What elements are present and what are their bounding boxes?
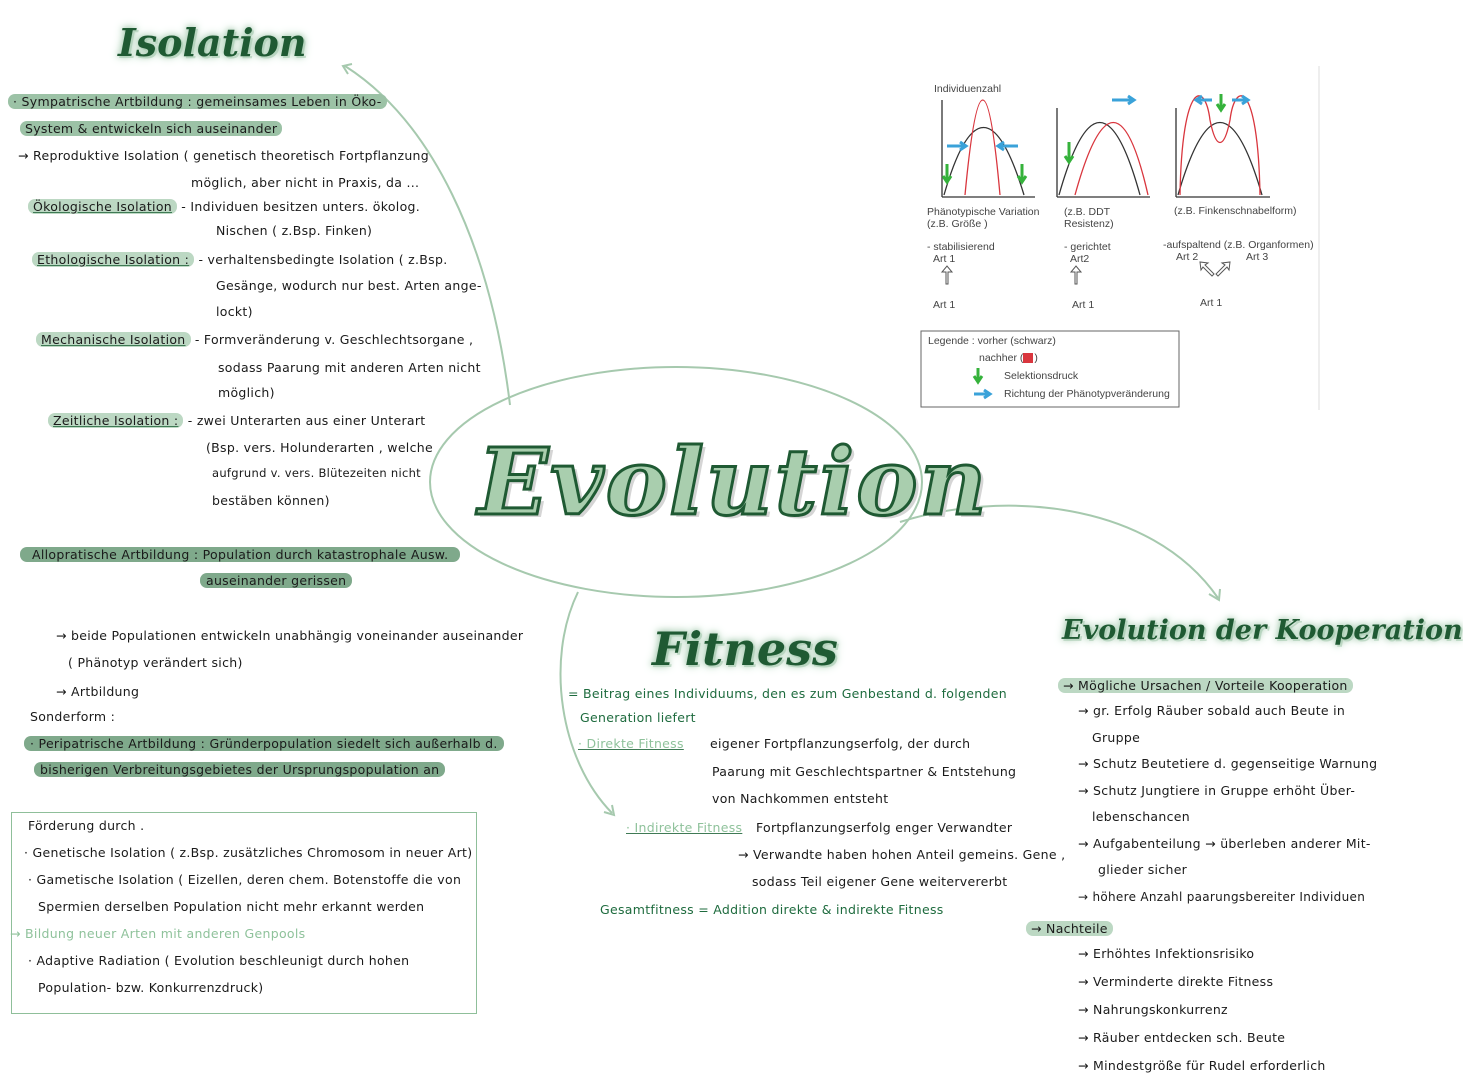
fig-p1-art1-top: Art 1 bbox=[933, 253, 956, 265]
panel2-arrow-green bbox=[1065, 142, 1073, 162]
etho-line-2: Gesänge, wodurch nur best. Arten ange- bbox=[216, 278, 482, 293]
legend-after bbox=[979, 352, 1038, 366]
legend-after-swatch-label: rot bbox=[1024, 357, 1032, 363]
mech-line-1: - Formveränderung v. Geschlechtsorgane , bbox=[194, 332, 474, 347]
legend-blue-label: Richtung der Phänotypveränderung bbox=[1004, 388, 1170, 400]
panel2-up-arrow bbox=[1071, 266, 1081, 284]
fig-p2-label-1: (z.B. DDT bbox=[1064, 206, 1111, 218]
indirekt-line-1: Fortpflanzungserfolg enger Verwandter bbox=[756, 820, 1013, 835]
foerderung-section bbox=[10, 812, 473, 1001]
vorteil-3-line-2: lebenschancen bbox=[1092, 809, 1190, 824]
direkt-line-2: Paarung mit Geschlechtspartner & Entstehung bbox=[712, 764, 1017, 779]
etho-line-1: - verhaltensbedingte Isolation ( z.Bsp. bbox=[198, 252, 448, 267]
gesamtfitness-line: Gesamtfitness = Addition direkte & indirekte Fitness bbox=[600, 902, 944, 917]
fig-p3-type: -aufspaltend (z.B. Organformen) bbox=[1163, 239, 1314, 251]
gametic-line-2: Spermien derselben Population nicht mehr erkannt werden bbox=[38, 899, 425, 914]
nachteil-4: → Räuber entdecken sch. Beute bbox=[1078, 1030, 1286, 1045]
indirekt-line-3: sodass Teil eigener Gene weitervererbt bbox=[752, 874, 1008, 889]
vorteil-4-line-2: glieder sicher bbox=[1098, 862, 1188, 877]
fig-p2-label-2: Resistenz) bbox=[1064, 218, 1114, 230]
zeit-row bbox=[48, 407, 426, 434]
vorteil-3-line-1: → Schutz Jungtiere in Gruppe erhöht Über- bbox=[1078, 782, 1356, 798]
allo-line-1-wrap bbox=[20, 541, 460, 568]
nachteile-label: → Nachteile bbox=[1026, 921, 1113, 936]
panel3-diag-arrow-right bbox=[1216, 262, 1230, 276]
peri-line-2: bisherigen Verbreitungsgebietes der Ursprungspopulation an bbox=[34, 762, 445, 777]
bildung-line: → Bildung neuer Arten mit anderen Genpools bbox=[10, 926, 306, 941]
ursachen-wrap bbox=[1058, 672, 1353, 699]
sympatric-line-1: · Sympatrische Artbildung : gemeinsames Leben in Öko- bbox=[8, 94, 387, 109]
oeko-row bbox=[28, 193, 420, 220]
allo-line-2: auseinander gerissen bbox=[200, 573, 352, 588]
reproductive-line-2: möglich, aber nicht in Praxis, da ... bbox=[191, 175, 420, 190]
foerderung-title: Förderung durch . bbox=[28, 818, 145, 833]
legend-after-text: nachher ( bbox=[979, 352, 1024, 364]
etho-row bbox=[32, 246, 447, 273]
kooperation-title: Evolution der Kooperation bbox=[1062, 615, 1463, 646]
fitness-def-1: = Beitrag eines Individuums, den es zum Genbestand d. folgenden bbox=[568, 686, 1007, 701]
fig-p2-art1: Art 1 bbox=[1072, 299, 1095, 311]
fig-p3-art3: Art 3 bbox=[1246, 251, 1269, 263]
fig-p3-art1: Art 1 bbox=[1200, 297, 1223, 309]
reproductive-line-1: → Reproduktive Isolation ( genetisch theoretisch Fortpflanzung bbox=[18, 148, 430, 163]
nachteile-list bbox=[1078, 940, 1326, 1080]
fig-p3-label-1: (z.B. Finkenschnabelform) bbox=[1174, 205, 1297, 217]
panel1-up-arrow bbox=[942, 266, 952, 284]
direkt-line-1: eigener Fortpflanzungserfolg, der durch bbox=[710, 736, 971, 751]
indirekt-label: · Indirekte Fitness bbox=[626, 820, 743, 835]
genetic-isolation: · Genetische Isolation ( z.Bsp. zusätzliches Chromosom in neuer Art) bbox=[24, 845, 473, 860]
fig-p1-label-2: (z.B. Größe ) bbox=[927, 218, 988, 230]
indirekt-line-2: → Verwandte haben hohen Anteil gemeins. Gene , bbox=[738, 847, 1066, 862]
zeit-line-2: (Bsp. vers. Holunderarten , welche bbox=[206, 440, 433, 455]
panel1-arrow-blue-left bbox=[998, 142, 1018, 150]
panel3-diag-arrow-left bbox=[1200, 262, 1214, 276]
zeit-label: Zeitliche Isolation : bbox=[48, 413, 183, 428]
etho-label: Ethologische Isolation : bbox=[32, 252, 194, 267]
zeit-line-4: bestäben können) bbox=[212, 493, 330, 508]
allo-line-1: Allopratische Artbildung : Population durch katastrophale Ausw. bbox=[20, 547, 460, 562]
vorteil-4-line-1: → Aufgabenteilung → überleben anderer Mit- bbox=[1078, 835, 1371, 851]
nachteile-wrap bbox=[1026, 915, 1113, 942]
legend-title: Legende : vorher (schwarz) bbox=[928, 335, 1056, 347]
nachteil-3: → Nahrungskonkurrenz bbox=[1078, 1002, 1228, 1017]
nachteil-2: → Verminderte direkte Fitness bbox=[1078, 974, 1274, 989]
vorteil-1-line-1: → gr. Erfolg Räuber sobald auch Beute in bbox=[1078, 703, 1346, 718]
fig-p1-label-1: Phänotypische Variation bbox=[927, 206, 1040, 218]
oeko-line-2: Nischen ( z.Bsp. Finken) bbox=[216, 223, 373, 238]
fig-p2-type: - gerichtet bbox=[1064, 241, 1111, 253]
mech-row bbox=[36, 326, 473, 353]
vorteil-2: → Schutz Beutetiere d. gegenseitige Warnung bbox=[1078, 756, 1378, 771]
fig-p1-art1-bottom: Art 1 bbox=[933, 299, 956, 311]
mech-line-2: sodass Paarung mit anderen Arten nicht bbox=[218, 360, 481, 375]
fig-ylabel: Individuenzahl bbox=[934, 83, 1002, 95]
mech-label: Mechanische Isolation bbox=[36, 332, 191, 347]
ursachen-label: → Mögliche Ursachen / Vorteile Kooperation bbox=[1058, 678, 1353, 693]
peri-line-2-wrap bbox=[34, 756, 445, 783]
panel1-curve-before bbox=[944, 128, 1024, 196]
isolation-section bbox=[8, 88, 429, 196]
vorteil-5: → höhere Anzahl paarungsbereiter Individuen bbox=[1078, 889, 1366, 904]
beide-line-2: ( Phänotyp verändert sich) bbox=[68, 655, 243, 670]
beide-line-1: → beide Populationen entwickeln unabhängig voneinander auseinander bbox=[56, 628, 524, 643]
zeit-line-3: aufgrund v. vers. Blütezeiten nicht bbox=[212, 466, 421, 480]
panel1-arrow-green-right bbox=[1018, 164, 1026, 182]
oeko-line-1: - Individuen besitzen unters. ökolog. bbox=[181, 199, 421, 214]
kooperation-section bbox=[1078, 698, 1377, 910]
adaptive-line-1: · Adaptive Radiation ( Evolution beschleunigt durch hohen bbox=[28, 953, 410, 968]
allo-line-2-wrap bbox=[200, 567, 352, 594]
direkt-label: · Direkte Fitness bbox=[578, 736, 684, 751]
legend-green-label: Selektionsdruck bbox=[1004, 370, 1079, 382]
sonderform-line: Sonderform : bbox=[30, 709, 116, 724]
panel2-arrow-blue bbox=[1112, 96, 1134, 104]
panel1-curve-after bbox=[965, 100, 1000, 195]
nachteil-5: → Mindestgröße für Rudel erforderlich bbox=[1078, 1058, 1326, 1073]
zeit-line-1: - zwei Unterarten aus einer Unterart bbox=[187, 413, 426, 428]
fig-p1-type: - stabilisierend bbox=[927, 241, 995, 253]
fitness-title: Fitness bbox=[652, 622, 838, 676]
mech-line-3: möglich) bbox=[218, 385, 275, 400]
etho-line-3: lockt) bbox=[216, 304, 253, 319]
oeko-label: Ökologische Isolation bbox=[28, 199, 177, 214]
fig-p3-art2: Art 2 bbox=[1176, 251, 1199, 263]
panel3-curve-before bbox=[1178, 123, 1262, 196]
peri-line-1: · Peripatrische Artbildung : Gründerpopulation siedelt sich außerhalb d. bbox=[24, 736, 504, 751]
panel1-arrow-blue-right bbox=[947, 142, 966, 150]
gametic-line-1: · Gametische Isolation ( Eizellen, deren chem. Botenstoffe die von bbox=[28, 872, 462, 887]
sympatric-line-2: System & entwickeln sich auseinander bbox=[20, 121, 282, 136]
panel3-arrow-blue-left bbox=[1196, 96, 1212, 104]
fig-p2-art2: Art2 bbox=[1070, 253, 1090, 265]
artbildung-line: → Artbildung bbox=[56, 684, 140, 699]
central-title: Evolution bbox=[478, 428, 989, 536]
direkt-line-3: von Nachkommen entsteht bbox=[712, 791, 889, 806]
adaptive-line-2: Population- bzw. Konkurrenzdruck) bbox=[38, 980, 264, 995]
panel3-arrow-green bbox=[1217, 94, 1225, 110]
panel1-arrow-green-left bbox=[943, 164, 951, 182]
peri-line-1-wrap bbox=[24, 730, 504, 757]
vorteil-1-line-2: Gruppe bbox=[1092, 729, 1141, 745]
legend-after-end: ) bbox=[1034, 352, 1038, 364]
nachteil-1: → Erhöhtes Infektionsrisiko bbox=[1078, 946, 1255, 961]
isolation-title: Isolation bbox=[118, 20, 307, 65]
fitness-def-2: Generation liefert bbox=[580, 710, 696, 725]
